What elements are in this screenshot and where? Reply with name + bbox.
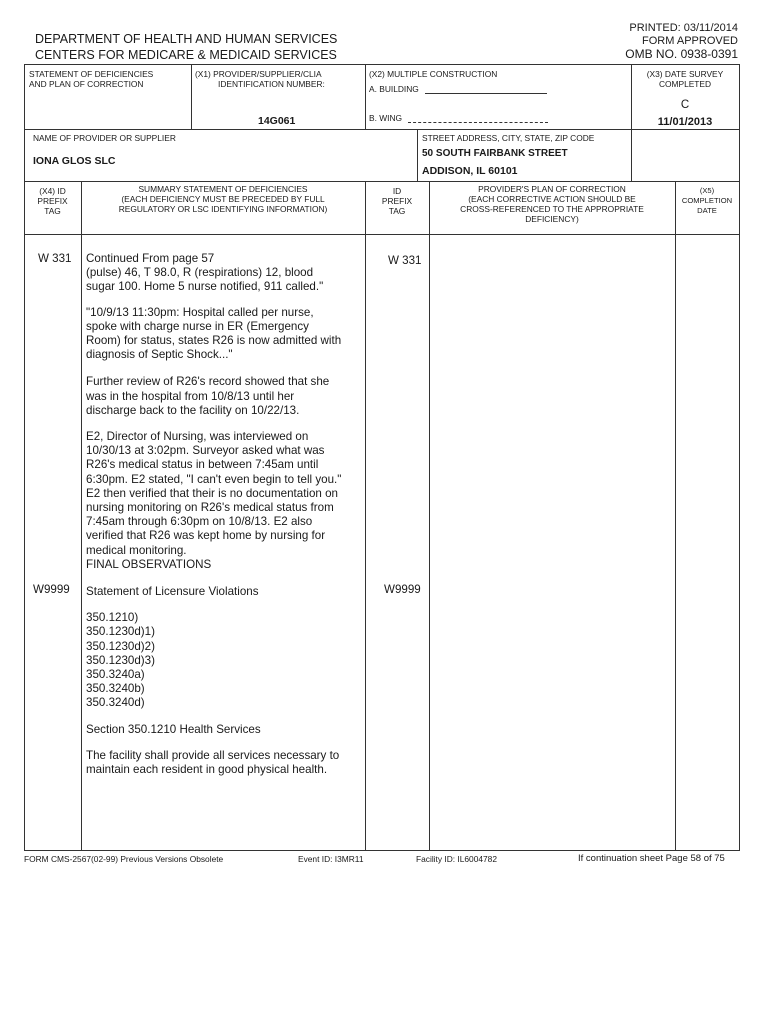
agency-line-1: DEPARTMENT OF HEALTH AND HUMAN SERVICES xyxy=(35,32,338,46)
paragraph-interview: E2, Director of Nursing, was interviewed on 10/30/13 at 3:02pm. Surveyor asked what was R26's medical status in between 7:45am until 6:30pm. E2 stated, "I can't even begin to tell you." E2 then verified that their is no documentation on nursing monitoring on R26's medical status from 7:45am through 6:30pm on 10/8/13. E2 also verified that R26 was kept home by nursing for medical monitoring. xyxy=(86,430,342,557)
col-header-plan-line-3: CROSS-REFERENCED TO THE APPROPRIATE xyxy=(460,204,644,214)
tag-w9999-right: W9999 xyxy=(384,583,421,596)
divider-x1 xyxy=(191,65,192,129)
address-label: STREET ADDRESS, CITY, STATE, ZIP CODE xyxy=(422,133,595,143)
section-heading: Section 350.1210 Health Services xyxy=(86,722,261,736)
licensure-violations-heading: Statement of Licensure Violations xyxy=(86,585,259,599)
building-label: A. BUILDING xyxy=(369,84,419,94)
col-header-id-line-3: TAG xyxy=(388,206,406,216)
divider-provider xyxy=(25,181,739,182)
col-header-plan-line-4: DEFICIENCY) xyxy=(525,214,579,224)
col-header-summary xyxy=(81,184,365,214)
address-line-2: ADDISON, IL 60101 xyxy=(422,165,518,177)
footer-form-number: FORM CMS-2567(02-99) Previous Versions Obsolete xyxy=(24,854,224,864)
col-header-x5-line-1: (X5) xyxy=(699,186,715,195)
provider-name: IONA GLOS SLC xyxy=(33,155,116,167)
regulation-list: 350.1210) 350.1230d)1) 350.1230d)2) 350.1230d)3) 350.3240a) 350.3240b) 350.3240d) xyxy=(86,611,155,710)
x1-label-line-2: IDENTIFICATION NUMBER: xyxy=(218,79,325,89)
survey-code: C xyxy=(680,99,690,111)
col-header-id-line-1: ID xyxy=(392,186,402,196)
section-text: The facility shall provide all services necessary to maintain each resident in good physical health. xyxy=(86,748,340,777)
address-line-1: 50 SOUTH FAIRBANK STREET xyxy=(422,148,568,159)
agency-header xyxy=(35,31,337,63)
building-field xyxy=(369,84,547,94)
wing-field xyxy=(369,113,548,123)
col-header-x5-line-3: DATE xyxy=(697,206,717,215)
divider-address xyxy=(417,129,418,181)
wing-label: B. WING xyxy=(369,113,403,123)
footer-page-number: If continuation sheet Page 58 of 75 xyxy=(578,853,725,864)
omb-number: OMB NO. 0938-0391 xyxy=(625,47,738,61)
building-blank xyxy=(425,93,547,94)
footer-event-id: Event ID: I3MR11 xyxy=(298,854,364,864)
paragraph-record-review: Further review of R26's record showed that she was in the hospital from 10/8/13 until her discharge back to the facility on 10/22/13. xyxy=(86,375,330,417)
tag-w331-left: W 331 xyxy=(38,252,72,265)
survey-date: 11/01/2013 xyxy=(657,116,713,128)
divider-column-headers xyxy=(25,234,739,235)
x3-label-line-1: (X3) DATE SURVEY xyxy=(646,69,724,79)
col-id xyxy=(429,181,430,850)
form-approved: FORM APPROVED xyxy=(642,35,738,47)
col-header-plan-line-1: PROVIDER'S PLAN OF CORRECTION xyxy=(478,184,626,194)
col-header-plan-line-2: (EACH CORRECTIVE ACTION SHOULD BE xyxy=(468,194,636,204)
deficiency-narrative xyxy=(86,252,366,777)
paragraph-vitals: Continued From page 57 (pulse) 46, T 98.0, R (respirations) 12, blood sugar 100. Home 5 nurse notified, 911 called." xyxy=(86,252,324,294)
col-header-summary-line-2: (EACH DEFICIENCY MUST BE PRECEDED BY FULL xyxy=(121,194,325,204)
col-header-x4-line-1: (X4) ID xyxy=(39,186,66,196)
col-header-x5-line-2: COMPLETION xyxy=(681,196,733,205)
tag-w9999-left: W9999 xyxy=(33,583,70,596)
col-plan xyxy=(675,181,676,850)
col-x4 xyxy=(81,181,82,850)
footer-facility-id: Facility ID: IL6004782 xyxy=(416,854,498,864)
printed-date: PRINTED: 03/11/2014 xyxy=(629,22,738,34)
agency-line-2: CENTERS FOR MEDICARE & MEDICAID SERVICES xyxy=(35,48,337,62)
x3-label xyxy=(631,69,739,89)
x3-label-line-2: COMPLETED xyxy=(658,79,712,89)
col-header-x5 xyxy=(675,186,739,216)
wing-blank xyxy=(408,122,548,123)
tag-w331-right: W 331 xyxy=(388,254,422,267)
x2-label: (X2) MULTIPLE CONSTRUCTION xyxy=(369,69,498,79)
col-header-x4-line-2: PREFIX xyxy=(37,196,68,206)
statement-label-line-2: AND PLAN OF CORRECTION xyxy=(29,79,144,89)
provider-label: NAME OF PROVIDER OR SUPPLIER xyxy=(33,133,176,143)
col-header-id-line-2: PREFIX xyxy=(381,196,413,206)
statement-label-line-1: STATEMENT OF DEFICIENCIES xyxy=(29,69,154,79)
col-header-summary-line-1: SUMMARY STATEMENT OF DEFICIENCIES xyxy=(138,184,308,194)
col-header-x4 xyxy=(24,186,81,216)
form-approval-block xyxy=(625,22,738,61)
x1-label xyxy=(195,69,365,89)
col-header-summary-line-3: REGULATORY OR LSC IDENTIFYING INFORMATION) xyxy=(118,204,328,214)
x1-label-line-1: (X1) PROVIDER/SUPPLIER/CLIA xyxy=(195,69,322,79)
col-header-plan xyxy=(429,184,675,224)
col-header-x4-line-3: TAG xyxy=(44,206,61,216)
final-observations-heading: FINAL OBSERVATIONS xyxy=(86,557,212,571)
divider-x2 xyxy=(365,65,366,129)
paragraph-hospital-call: "10/9/13 11:30pm: Hospital called per nurse, spoke with charge nurse in ER (Emergency Room) for status, states R26 is now admitted with diagnosis of Septic Shock..." xyxy=(86,305,342,362)
col-header-id xyxy=(365,186,429,216)
provider-id-number: 14G061 xyxy=(258,115,296,127)
statement-label xyxy=(29,69,153,89)
